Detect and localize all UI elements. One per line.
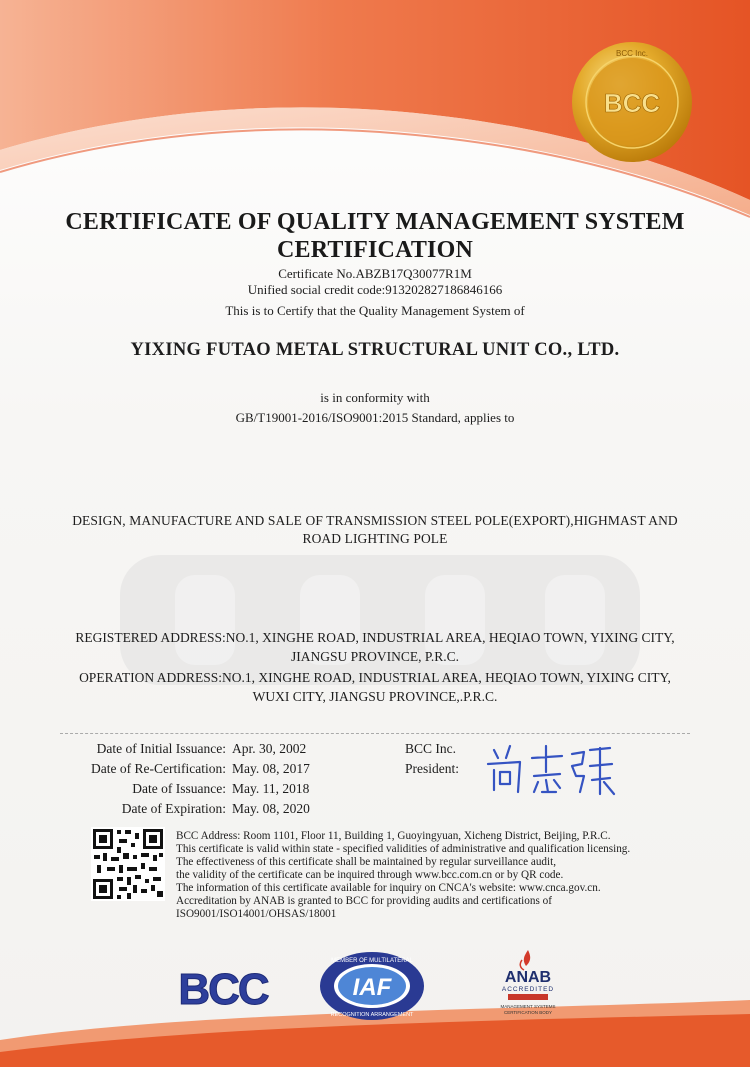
iaf-ring-top: MEMBER OF MULTILATERAL <box>331 958 413 964</box>
credit-code: Unified social credit code:913202827186846166 <box>247 282 503 297</box>
date-row <box>60 779 460 799</box>
date-label: Date of Re-Certification: <box>91 761 226 776</box>
dates-block <box>60 739 460 819</box>
operation-address-line-1: OPERATION ADDRESS:NO.1, XINGHE ROAD, INDUSTRIAL AREA, HEQIAO TOWN, YIXING CITY, <box>79 670 671 685</box>
fine-print <box>176 830 636 921</box>
issuer-block <box>405 739 459 779</box>
date-label: Date of Issuance: <box>132 781 226 796</box>
iaf-logo-text: IAF <box>352 974 392 1001</box>
issuer-role: President: <box>405 761 459 776</box>
registered-address-line-2: JIANGSU PROVINCE, P.R.C. <box>290 649 460 664</box>
registered-address-line-1: REGISTERED ADDRESS:NO.1, XINGHE ROAD, INDUSTRIAL AREA, HEQIAO TOWN, YIXING CITY, <box>75 630 675 645</box>
bcc-gold-seal <box>570 40 694 164</box>
certificate-number: Certificate No.ABZB17Q30077R1M <box>278 266 472 281</box>
seal-center-text: BCC <box>603 88 661 118</box>
scope-line-2: ROAD LIGHTING POLE <box>302 531 448 546</box>
operation-address-line-2: WUXI CITY, JIANGSU PROVINCE,.P.R.C. <box>252 689 498 704</box>
date-value: May. 08, 2017 <box>232 761 310 776</box>
bcc-logo-text: BCC <box>178 965 268 1012</box>
date-label: Date of Expiration: <box>121 801 226 816</box>
date-value: May. 11, 2018 <box>232 781 310 796</box>
scope-line-1: DESIGN, MANUFACTURE AND SALE OF TRANSMISSION STEEL POLE(EXPORT),HIGHMAST AND <box>72 513 678 528</box>
iaf-logo <box>318 950 426 1022</box>
date-label: Date of Initial Issuance: <box>96 741 226 756</box>
bcc-logo <box>168 962 278 1012</box>
fine-print-line: BCC Address: Room 1101, Floor 11, Building 1, Guoyingyuan, Xicheng District, Beijing, P.R.C. <box>176 830 611 842</box>
company-name: YIXING FUTAO METAL STRUCTURAL UNIT CO., LTD. <box>130 340 620 360</box>
anab-logo-text: ANAB <box>504 969 552 986</box>
fine-print-line: This certificate is valid within state - specified validities of administrative and qualification licensing. <box>176 843 631 855</box>
qr-code <box>91 827 165 901</box>
date-row <box>60 799 460 819</box>
fine-print-line: ISO9001/ISO14001/OHSAS/18001 <box>176 908 337 920</box>
intro-text: This is to Certify that the Quality Management System of <box>225 303 525 318</box>
fine-print-line: The effectiveness of this certificate shall be maintained by regular surveillance audit, <box>176 856 557 868</box>
date-row <box>60 739 460 759</box>
fine-print-line: the validity of the certificate can be inquired through www.bcc.com.cn or by QR code. <box>176 869 564 881</box>
anab-small-1: MANAGEMENT SYSTEMS <box>500 1004 556 1009</box>
title-line-1: CERTIFICATE OF QUALITY MANAGEMENT SYSTEM <box>65 209 685 235</box>
fine-print-line: Accreditation by ANAB is granted to BCC for providing audits and certifications of <box>176 895 552 907</box>
divider <box>60 733 690 734</box>
date-row <box>60 759 460 779</box>
conformity-line-1: is in conformity with <box>320 390 430 405</box>
date-value: Apr. 30, 2002 <box>232 741 307 756</box>
conformity-line-2: GB/T19001-2016/ISO9001:2015 Standard, applies to <box>235 410 515 425</box>
title-line-2: CERTIFICATION <box>276 237 473 263</box>
certificate-title <box>0 208 750 264</box>
anab-logo <box>486 946 570 1022</box>
issuer-org: BCC Inc. <box>405 741 457 756</box>
iaf-ring-bottom: RECOGNITION ARRANGEMENT <box>330 1012 414 1018</box>
date-value: May. 08, 2020 <box>232 801 310 816</box>
seal-ring-text: BCC Inc. <box>615 49 649 58</box>
president-signature <box>480 736 620 806</box>
anab-sub-text: ACCREDITED <box>501 986 555 993</box>
anab-small-2: CERTIFICATION BODY <box>503 1010 553 1015</box>
fine-print-line: The information of this certificate available for inquiry on CNCA's website: www.cnca.gov.cn. <box>176 882 601 894</box>
